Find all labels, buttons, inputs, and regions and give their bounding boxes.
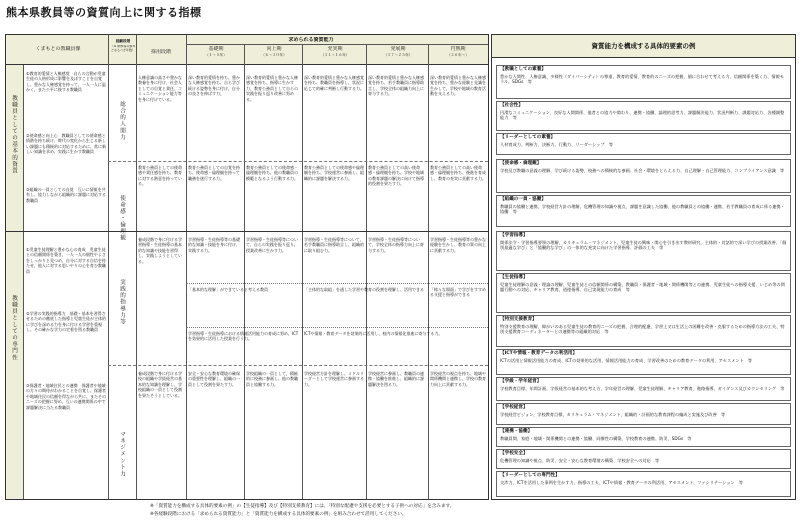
shimei-stage-4: 教育公務員としての高い使命感・倫理観を持ち、学校や地域の教育課題の解決に向けて指導的役割を果たす力。 bbox=[368, 165, 424, 187]
element-body: 児童生徒理解の意義・理論の理解、児童生徒との信頼関係の構築、教職員・保護者・地域・関係機関等との連携、児童生徒への指導支援、いじめ等の問題行動への対応、キャリア教育、道徳指導、自己実現能力の育成 等 bbox=[500, 282, 785, 293]
col-line bbox=[186, 35, 187, 499]
stage-5-years: （２６年〜） bbox=[447, 53, 469, 57]
ningen-stage-4: 深い教育的愛情と豊かな人権感覚を持ち、若手教職員に指導助言し、学校全体の組織力向上に寄与する力。 bbox=[368, 75, 424, 97]
ningen-stage-2: 深い教育的愛情と豊かな人権感覚を持ち、指導に生かす力、教育公務員として自らの実践を振り返り改善に努める。 bbox=[246, 75, 298, 102]
element-body: 学校及び教職の意義の理解、学び続ける姿勢、校務への積極的な参画、社会・環境をとらえる力、自己理解・自己管理能力、コンプライアンス意識 等 bbox=[500, 168, 785, 173]
ningen-stage-3: 深い教育的愛情と豊かな人権感覚を持ち、教職員を指導し、状況に応じて的確に判断し行動する力。 bbox=[304, 75, 364, 91]
stage-1-name: 基礎期 bbox=[208, 46, 224, 52]
jissen-stage-3: 学習指導・生徒指導等について、若手教職員に指導助言し、組織的に取り組む力。 bbox=[304, 237, 364, 253]
element-body: 学校経営ビジョン、学校教育目標、カリキュラム・マネジメント、組織的・計画的な教育課程の編成と実施及び改善 等 bbox=[500, 412, 726, 417]
element-heading: 【リーダーとしての素養】 bbox=[500, 135, 556, 140]
element-box bbox=[496, 377, 791, 401]
competency-manage: マネジメント力 bbox=[119, 431, 125, 478]
stage-4-years: （１７〜２５年） bbox=[383, 53, 413, 57]
competency-ningen: 総合的人間力 bbox=[119, 101, 125, 141]
element-body: 危機管理の知識や視点、防災、安全・安心な教育環境の構築、学校安全への対応 等 bbox=[500, 458, 660, 463]
header-kumamoto-image: くまもとの教職員像 bbox=[35, 46, 81, 52]
stage-3-years: （１１〜１６年） bbox=[320, 53, 350, 57]
header-recruit: 採用段階 bbox=[150, 49, 171, 55]
manage-stage-1: 安全・安心な教育環境の確保の重要性を理解し、組織の一員として役割を果たす力。 bbox=[188, 371, 240, 387]
col-line bbox=[366, 44, 367, 499]
element-box bbox=[496, 231, 791, 271]
element-box bbox=[496, 315, 791, 347]
element-box bbox=[496, 427, 791, 447]
recruit-jissen: 養成段階で身に付ける学習指導・生徒指導の基本的な知識や技能を習得し、実践しようとしている。 bbox=[138, 237, 182, 264]
element-heading: 【社会性】 bbox=[500, 103, 523, 108]
section-professional: 教職員としての専門性 bbox=[11, 295, 17, 361]
row-line bbox=[108, 365, 488, 366]
col-line bbox=[302, 44, 303, 499]
element-box bbox=[496, 101, 791, 131]
header-required: 求められる資質能力 bbox=[288, 37, 334, 43]
element-heading: 【学校経営】 bbox=[500, 405, 528, 410]
element-body: 教職員間、家庭・地域・関係機関との連携・協働、同僚性の構築、学校教育の連携、防災、SDGs 等 bbox=[500, 436, 692, 441]
col-line bbox=[136, 35, 137, 499]
ningen-stage-5: 深い教育的愛情と豊かな人権感覚を持ち、豊かな経験と見識を生かして、学校や地域の教育活動を支える力。 bbox=[430, 75, 486, 97]
recruit-manage: 養成段階で身に付ける学校の組織や学級経営の基本的な知識を理解し、学校組織の一員として役割を果たそうとしている。 bbox=[138, 371, 182, 398]
recruit-ningen: 人権意識の高さや豊かな教養を身に付け、社会人としての自覚と責任、コミュニケーション能力等を身に付けている。 bbox=[138, 75, 182, 102]
shimei-stage-5: 教育公務員としての高い使命感・倫理観を持ち、後進を育成し、教育の充実に貢献する力。 bbox=[430, 165, 486, 181]
element-heading: 【学校安全】 bbox=[500, 451, 528, 456]
section-basic: 教職員としての基本的資質 bbox=[11, 95, 17, 175]
row-line bbox=[108, 161, 488, 162]
row-line bbox=[186, 283, 488, 284]
element-body: 交渉力、ICTを活用した事例を生かす力、指導の工夫、ICTや情報・教育データの利活用、アセスメント、ファシリテーション 等 bbox=[500, 480, 743, 485]
jissen-ict-1: 学習指導・生徒指導における情報活用能力の育成に努め、ICTを効果的に活用した授業を行う力。 bbox=[188, 331, 299, 342]
element-heading: 【特別支援教育】 bbox=[500, 317, 537, 322]
element-box bbox=[496, 159, 791, 193]
competency-shimei: 使命感・倫理観 bbox=[119, 195, 125, 242]
stage-4-name: 発展期 bbox=[390, 46, 406, 52]
col-line bbox=[428, 44, 429, 499]
element-heading: 【学習指導】 bbox=[500, 233, 528, 238]
image-1: ①教育的愛情と人権感覚 自らの言動が児童生徒の人格形成に影響を及ぼすことを自覚し、豊かな人権感覚を持って、一人一人に温かく、また公平に接する教職員 bbox=[26, 71, 106, 93]
stage-5-name: 円熟期 bbox=[450, 46, 466, 52]
element-box bbox=[496, 65, 791, 99]
ningen-stage-1: 深い教育的愛情を持ち、豊かな人権感覚を持ち、自ら学び続ける姿勢を身に付け、自分の良さを伸ばす力。 bbox=[188, 75, 240, 97]
element-body: 教職員の協働と連携、学校経営方針の理解、危機管理の知識や視点、課題を意識した協働、他の教職員との協働・連携、若手教職員の育成に係る連携・協働 等 bbox=[500, 204, 785, 215]
main-table bbox=[5, 34, 489, 500]
elements-header: 資質能力を構成する具体的要素の例 bbox=[492, 35, 795, 58]
stage-1-years: （１〜５年） bbox=[205, 53, 227, 57]
element-body: ICTの活用と情報活用能力の育成、ICTの効果的な活用、情報活用能力の育成、学習改善のための教育データの利用、アセスメント 等 bbox=[500, 358, 753, 363]
element-body: 学校教育目標、年間計画、学級経営の基本的な考え方、学年経営の理解、児童生徒理解、キャリア教育、進路指導、ガイダンス及びカウンセリング 等 bbox=[500, 386, 785, 391]
stage-2-name: 向上期 bbox=[266, 46, 282, 52]
jissen-shared-1: 「基本的な理解」ができていると考える教員 bbox=[188, 287, 268, 292]
element-body: 関係法令・学習指導要領の理解、カリキュラム・マネジメント、児童生徒の興味・関心を引き出す教材研究、主体的・対話的で深い学びの授業改善、「個別最適な学び」と「協働的な学び」の一体的な充実に向けた学習指導、評価の工夫 等 bbox=[500, 240, 787, 251]
jissen-stage-4: 学習指導・生徒指導等について、学校全体の指導力向上に寄与する力。 bbox=[368, 237, 424, 253]
element-heading: 【教職としての素養】 bbox=[500, 67, 546, 72]
shimei-stage-1: 教育公務員としての自覚を持ち、使命感・倫理観を持って職務を遂行する力。 bbox=[188, 165, 240, 181]
manage-stage-3: 学校経営方針を理解し、ミドルリーダーとして学校運営に参画する力。 bbox=[304, 371, 364, 387]
element-box bbox=[496, 471, 791, 497]
element-box bbox=[496, 403, 791, 425]
element-heading: 【学級・学年経営】 bbox=[500, 379, 542, 384]
shimei-stage-2: 教育公務員としての使命感・倫理観を持ち、他の教職員の模範となるよう行動する力。 bbox=[246, 165, 298, 181]
recruit-shimei: 教育公務員としての使命感や責任感を持ち、教育に対する熱意を持っている。 bbox=[138, 165, 182, 187]
stage-3-name: 充実期 bbox=[327, 46, 343, 52]
header-experience: 経験段階 bbox=[115, 39, 131, 43]
element-box bbox=[496, 195, 791, 227]
element-body: 特別支援教育の理解、障がいのある児童生徒の教育的ニーズの把握、合理的配慮、学習上又は生活上の困難を改善・克服するための指導方法の工夫、特別支援教育コーディネーターとの連携等の組織的対応 等 bbox=[500, 324, 785, 335]
footnote-1: ※「資質能力を構成する具体的要素の例」の【生徒指導】及び【特別支援教育】には、「特別な配慮や支援を必要とする子供への対応」を含みます。 bbox=[150, 504, 455, 509]
col-line bbox=[108, 35, 109, 499]
element-heading: 【リーダーとしての専門性】 bbox=[500, 473, 560, 478]
shimei-stage-3: 教育公務員としての使命感や倫理観を持ち、学校運営に参画し、組織的に課題を解決する力。 bbox=[304, 165, 364, 181]
manage-stage-5: 学校経営の視点を持ち、地域や関係機関と連携し、学校の教育力向上に貢献する力。 bbox=[430, 371, 486, 387]
image-3: ③組織の一員としての自覚 互いに情報を共有し、協力しながら組織的に課題に対応する教職員 bbox=[26, 187, 106, 203]
footnote-2: ※各経験段階における「求められる資質能力」と「資質能力を構成する具体的要素の例」を組み合わせて活用してください。 bbox=[150, 512, 407, 517]
competency-jissen: 実践的指導力等 bbox=[119, 279, 125, 326]
element-body: 人材育成力、判断力、決断力、行動力、リーダーシップ 等 bbox=[500, 142, 613, 147]
element-heading: 【ICTや情報・教育データの利活用】 bbox=[500, 351, 578, 356]
row-line bbox=[186, 327, 488, 328]
col-line bbox=[23, 65, 24, 499]
element-box bbox=[496, 349, 791, 375]
element-heading: 【連携・協働】 bbox=[500, 429, 533, 434]
section-bg bbox=[6, 232, 23, 499]
elements-panel bbox=[491, 34, 796, 500]
element-box bbox=[496, 273, 791, 313]
jissen-shared-2: 「主体的な取組」を通した学習や教育の役割を理解し、活用できる bbox=[304, 287, 424, 292]
element-box bbox=[496, 133, 791, 155]
image-2: ②使命感と向上心 教職員としての使命感と情熱を持ち続け、時代の変化から生じる新しい課題にも積極的に対応するために、常に新しい知識を求め、実践に生かす教職員 bbox=[26, 133, 106, 155]
element-body: 豊かな人間性、人権意識、多様性（ダイバーシティ）の尊重、教育的愛情、教育的のニーズの把握、個に合わせて考える力、信頼関係を築く力、情報モラル、SDGs 等 bbox=[500, 74, 784, 85]
jissen-stage-1: 学習指導・生徒指導等の基礎的な知識・技能を身に付け、実践する力。 bbox=[188, 237, 240, 253]
jissen-ict-2: ICTや情報・教育データを効果的に活用し、校内の情報化推進に寄与する力。 bbox=[304, 331, 443, 336]
jissen-shared-3: 「様々な場面」で学びをすすめる支援と指導ができる bbox=[430, 287, 487, 298]
section-divider bbox=[6, 231, 488, 232]
element-body: 円滑なコミュニケーション、良好な人間関係、他者との協力や関わり、連携・協働、論理的思考力、課題解決能力、状況判断力、課題対応力、各種調整能力 等 bbox=[500, 110, 785, 121]
jissen-stage-5: 学習指導・生徒指導等の豊かな経験を生かし、教育の質の向上に貢献する力。 bbox=[430, 237, 486, 253]
element-heading: 【生徒指導】 bbox=[500, 275, 528, 280]
image-4: ①児童生徒理解と豊かな心の育成 児童生徒との信頼関係を築き、一人一人の個性やよさをしっかりと見つめ、自分に対する自信を持たせ、他人に対する思いやりの心を育む教職員 bbox=[26, 247, 106, 274]
page-title: 熊本県教員等の資質向上に関する指標 bbox=[6, 6, 202, 19]
image-6: ③保護者・地域住民との連携 保護者や地域の方々の期待がわかることを自覚し、保護者や地域住民の信頼を得ながら共に、またそのニーズの把握に努め、互いの連携関係の中で課題解決に当たる教職員 bbox=[26, 383, 106, 410]
jissen-stage-2: 学習指導・生徒指導等について、自らの実践を振り返り、授業改善に生かす力。 bbox=[246, 237, 298, 253]
element-heading: 【使命感・倫理観】 bbox=[500, 161, 542, 166]
element-heading: 【組織の一員・協働】 bbox=[500, 197, 546, 202]
header-divider bbox=[186, 44, 488, 45]
manage-stage-4: 学校経営に参画し、教職員の連携・協働を推進し、組織的に課題解決を図る力。 bbox=[368, 371, 424, 387]
manage-stage-2: 学校組織の一員として、積極的に校務に参画し、他の教職員と協働する力。 bbox=[246, 371, 298, 387]
header-experience-note: （※ 研修等の参考となるべき年数） bbox=[110, 45, 136, 52]
element-box bbox=[496, 449, 791, 469]
image-5: ②学習の実践的指導力 基礎・基本を習得させるための徹底した指導と児童生徒が主体的に学びを深める力を身に付ける学習を重視し、その確かな学力の定着を図る教職員 bbox=[26, 311, 106, 333]
col-line bbox=[244, 44, 245, 499]
stage-2-years: （６〜１０年） bbox=[261, 53, 287, 57]
